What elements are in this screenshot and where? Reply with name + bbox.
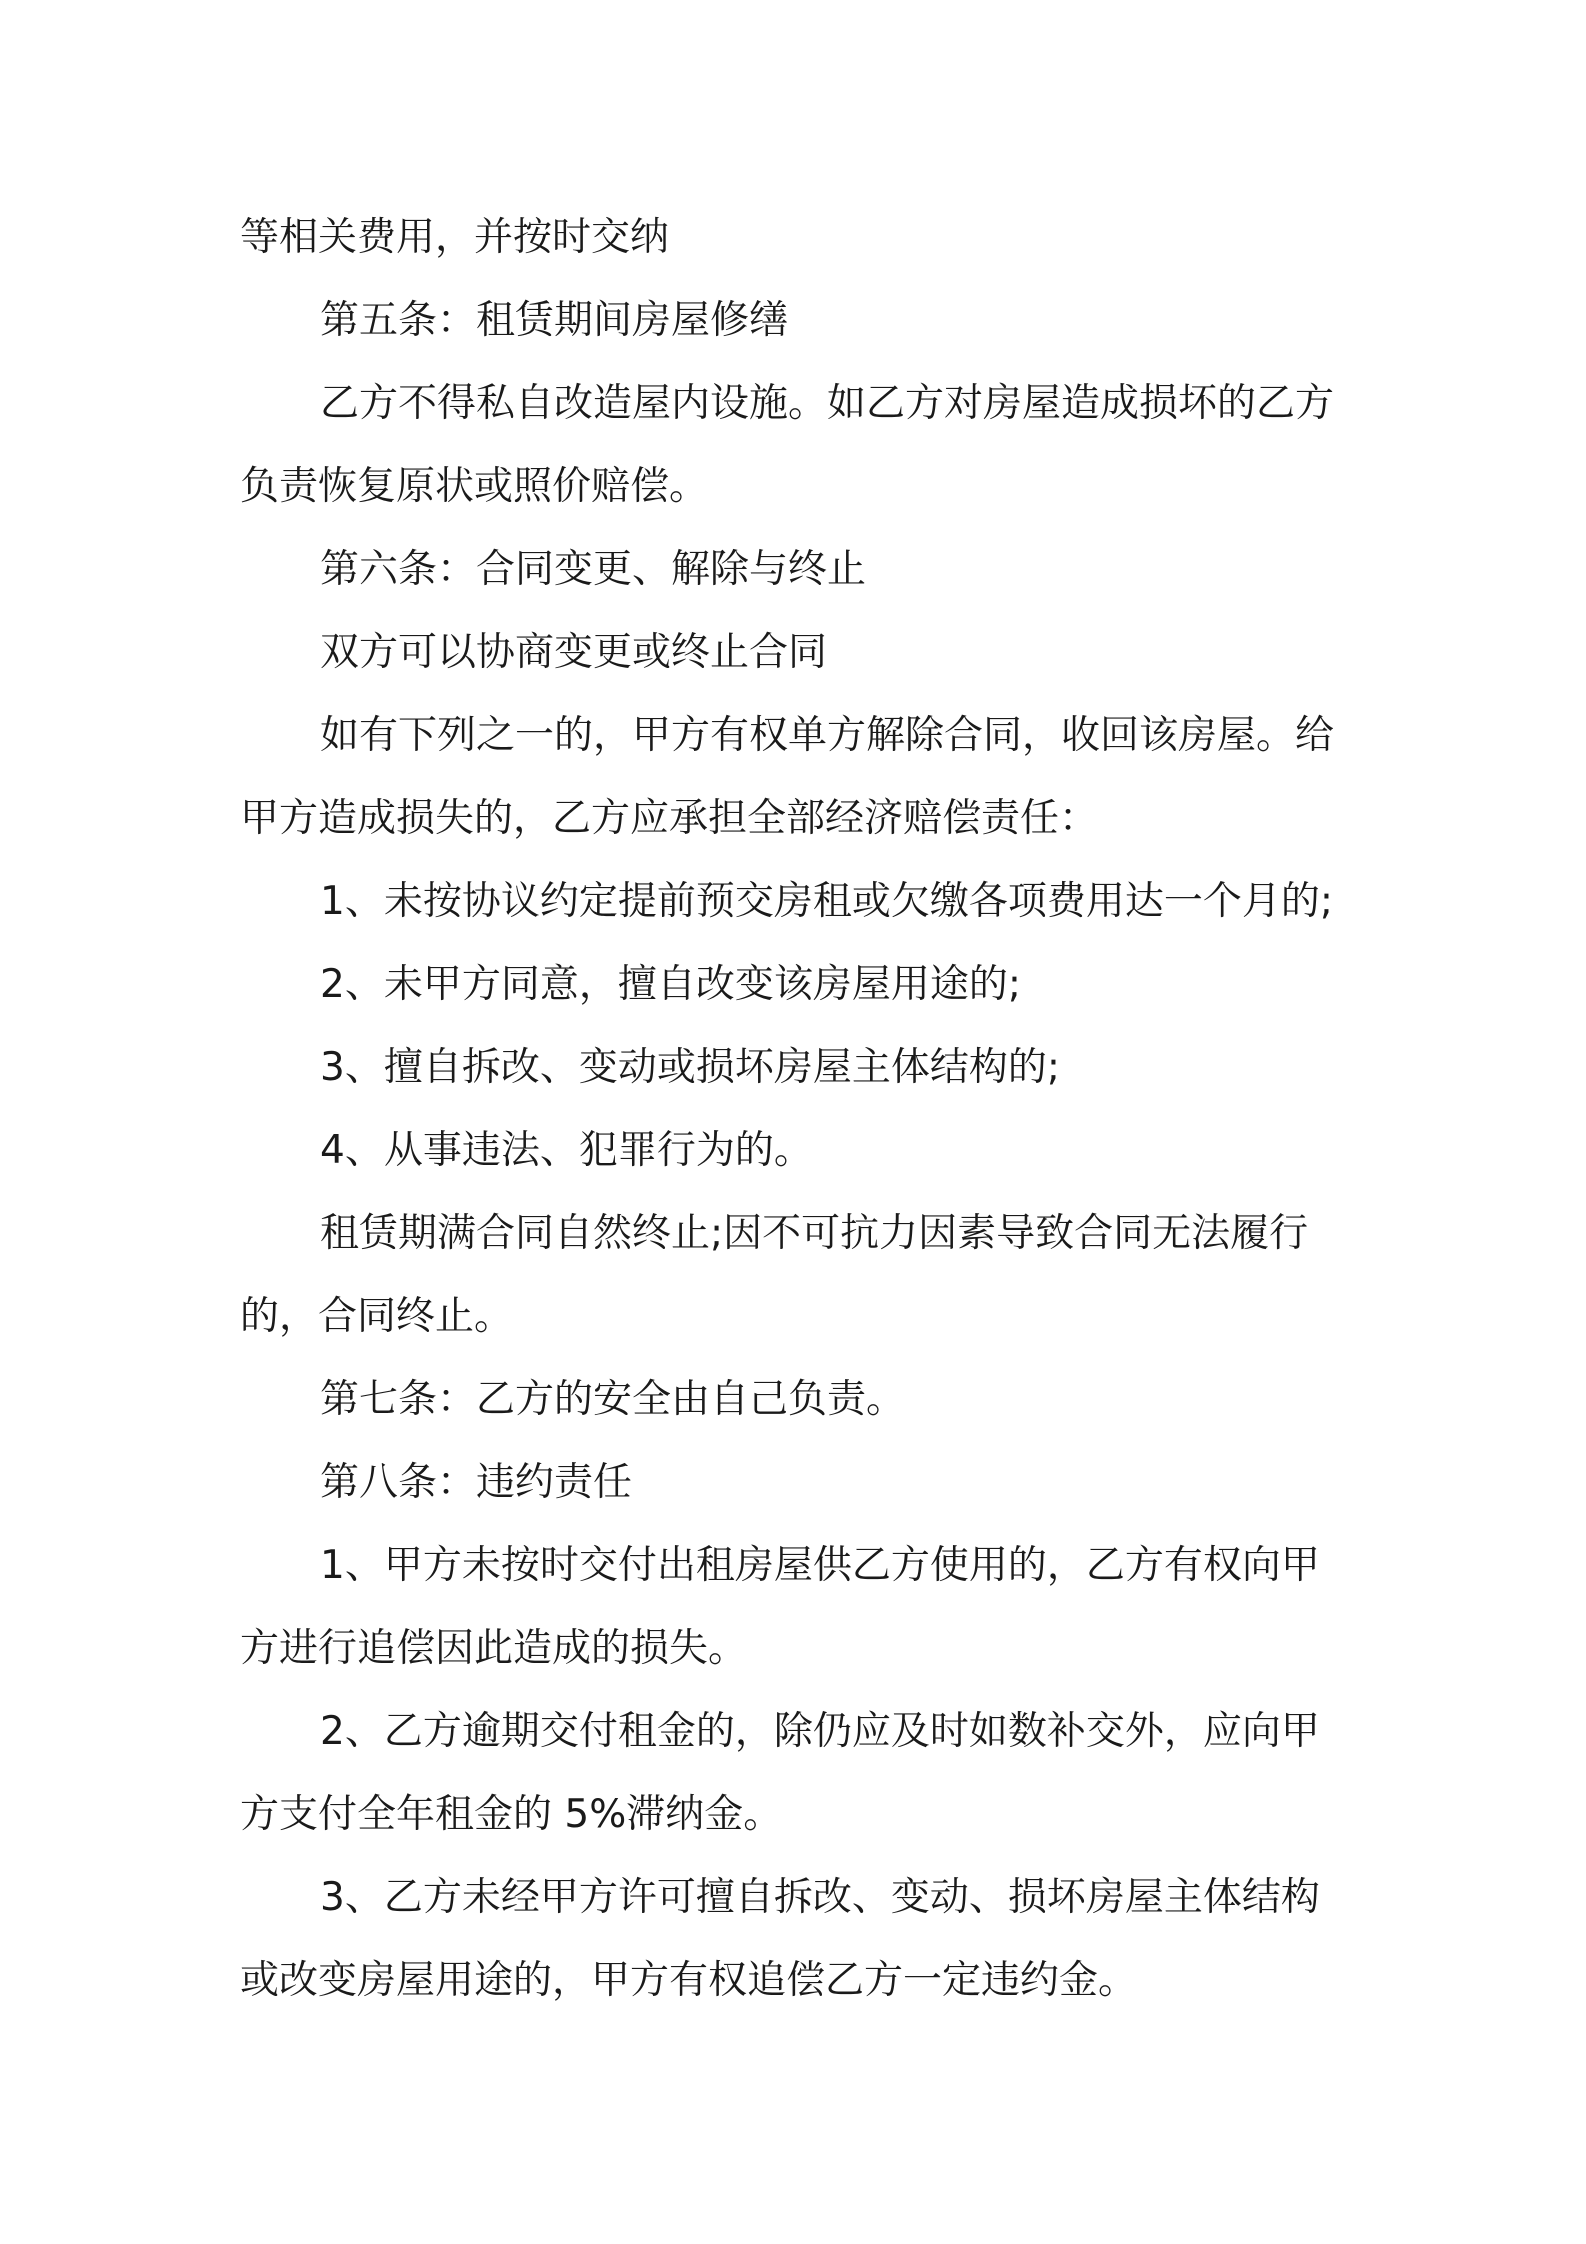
- paragraph-line: 甲方造成损失的，乙方应承担全部经济赔偿责任：: [240, 796, 1099, 841]
- paragraph-line: 3、乙方未经甲方许可擅自拆改、变动、损坏房屋主体结构: [320, 1875, 1320, 1920]
- article-6-heading: [240, 528, 1355, 611]
- paragraph-line: 等相关费用，并按时交纳: [240, 215, 670, 260]
- paragraph-line: 如有下列之一的，甲方有权单方解除合同，收回该房屋。给: [320, 713, 1335, 758]
- paragraph-line: 2、乙方逾期交付租金的，除仍应及时如数补交外，应向甲: [320, 1709, 1320, 1754]
- paragraph-line: 负责恢复原状或照价赔偿。: [240, 464, 709, 509]
- paragraph-line: 3、擅自拆改、变动或损坏房屋主体结构的;: [320, 1045, 1060, 1090]
- paragraph-line: 方进行追偿因此造成的损失。: [240, 1626, 748, 1671]
- paragraph-line: 的，合同终止。: [240, 1294, 514, 1339]
- document-body: [240, 196, 1355, 2022]
- list-item-3: [240, 1026, 1355, 1109]
- paragraph-line: 第六条：合同变更、解除与终止: [320, 547, 867, 592]
- paragraph-repair-rules: [240, 362, 1355, 528]
- article-5-heading: [240, 279, 1355, 362]
- list-item-1: [240, 860, 1355, 943]
- paragraph-line: 4、从事违法、犯罪行为的。: [320, 1128, 813, 1173]
- breach-item-2: [240, 1690, 1355, 1856]
- article-7-heading: [240, 1358, 1355, 1441]
- paragraph-line: 第八条：违约责任: [320, 1460, 633, 1505]
- paragraph-line: 方支付全年租金的 5%滞纳金。: [240, 1792, 783, 1837]
- paragraph-line: 2、未甲方同意，擅自改变该房屋用途的;: [320, 962, 1021, 1007]
- article-8-heading: [240, 1441, 1355, 1524]
- paragraph-line: 1、未按协议约定提前预交房租或欠缴各项费用达一个月的;: [320, 879, 1333, 924]
- paragraph-line: 第五条：租赁期间房屋修缮: [320, 298, 789, 343]
- paragraph-line: 1、甲方未按时交付出租房屋供乙方使用的，乙方有权向甲: [320, 1543, 1320, 1588]
- paragraph-line: 双方可以协商变更或终止合同: [320, 630, 828, 675]
- breach-item-3: [240, 1856, 1355, 2022]
- paragraph-fee-payment: [240, 196, 1355, 279]
- list-item-4: [240, 1109, 1355, 1192]
- breach-item-1: [240, 1524, 1355, 1690]
- paragraph-line: 乙方不得私自改造屋内设施。如乙方对房屋造成损坏的乙方: [320, 381, 1335, 426]
- list-item-2: [240, 943, 1355, 1026]
- paragraph-termination-conditions: [240, 694, 1355, 860]
- paragraph-line: 或改变房屋用途的，甲方有权追偿乙方一定违约金。: [240, 1958, 1138, 2003]
- paragraph-negotiate-change: [240, 611, 1355, 694]
- paragraph-natural-termination: [240, 1192, 1355, 1358]
- paragraph-line: 租赁期满合同自然终止;因不可抗力因素导致合同无法履行: [320, 1211, 1309, 1256]
- paragraph-line: 第七条：乙方的安全由自己负责。: [320, 1377, 906, 1422]
